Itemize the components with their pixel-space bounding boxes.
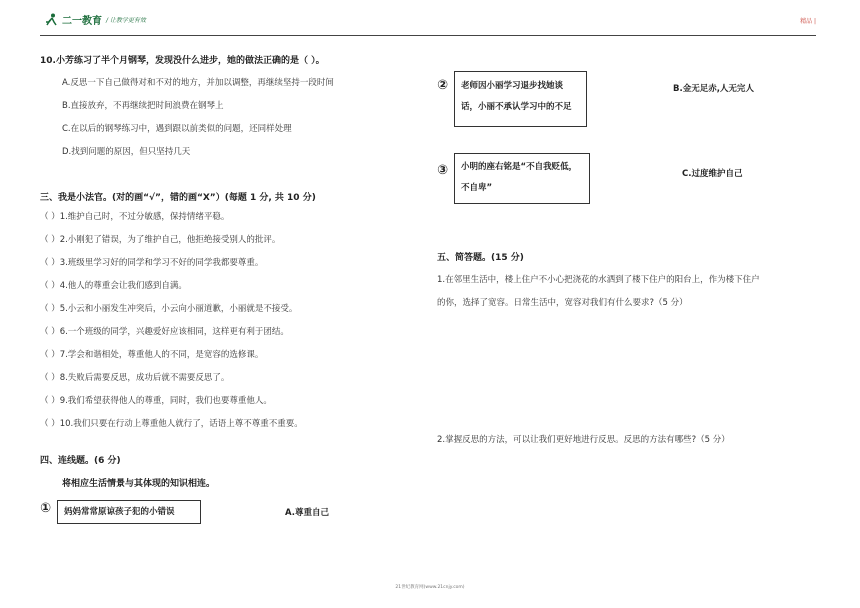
q10-option-c: C.在以后的钢琴练习中，遇到跟以前类似的问题，还同样处理 [62,124,292,134]
section3-title: 三、我是小法官。(对的画“√”，错的画“X”）(每题 1 分, 共 10 分) [40,193,316,203]
tf-item-5: （ ）5.小云和小丽发生冲突后，小云向小丽道歉，小丽就是不接受。 [40,304,298,314]
tf-item-6: （ ）6.一个班级的同学，兴趣爱好应该相同，这样更有利于团结。 [40,327,289,337]
runner-logo-icon [44,13,58,27]
tf-item-1: （ ）1.维护自己时，不过分敏感，保持情绪平稳。 [40,212,230,222]
section5-title: 五、简答题。(15 分) [437,253,524,263]
short-answer-1-line1: 1.在邻里生活中，楼上住户不小心把浇花的水洒到了楼下住户的阳台上，作为楼下住户 [437,275,760,285]
q10-option-d: D.找到问题的原因，但只坚持几天 [62,147,191,157]
header-divider [40,35,816,36]
short-answer-2: 2.掌握反思的方法，可以让我们更好地进行反思。反思的方法有哪些?（5 分） [437,435,730,445]
logo [44,12,146,27]
tf-item-7: （ ）7.学会和谐相处，尊重他人的不同，是宽容的选修课。 [40,350,264,360]
match-option-b: B.金无足赤,人无完人 [673,84,754,94]
tf-item-4: （ ）4.他人的尊重会让我们感到自满。 [40,281,187,291]
tf-item-2: （ ）2.小刚犯了错误，为了维护自己，他拒绝接受别人的批评。 [40,235,281,245]
short-answer-1-line2: 的你，选择了宽容。日常生活中，宽容对我们有什么要求?（5 分） [437,298,688,308]
tf-item-8: （ ）8.失败后需要反思，成功后就不需要反思了。 [40,373,230,383]
section4-instruction: 将相应生活情景与其体现的知识相连。 [62,479,216,489]
match-situation-2-line2: 话，小丽不承认学习中的不足 [461,102,572,112]
header-tagline: 精品 | [800,18,816,25]
match-num-2: ② [437,78,449,93]
match-situation-2-line1: 老师因小丽学习退步找她谈 [461,81,564,91]
page-footer: 21世纪教育网(www.21cnjy.com) [395,585,465,590]
match-num-3: ③ [437,163,449,178]
q10-option-a: A.反思一下自己做得对和不对的地方，并加以调整，再继续坚持一段时间 [62,78,334,88]
q10-stem: 10.小芳练习了半个月钢琴，发现没什么进步，她的做法正确的是（ ）。 [40,56,325,66]
q10-option-b: B.直接放弃，不再继续把时间浪费在钢琴上 [62,101,224,111]
tf-item-3: （ ）3.班级里学习好的同学和学习不好的同学我都要尊重。 [40,258,264,268]
match-option-a: A.尊重自己 [285,508,329,518]
match-situation-3-line2: 不自卑” [461,183,493,193]
match-option-c: C.过度维护自己 [682,169,743,179]
slogan: / 让教学更有效 [106,17,146,24]
section4-title: 四、连线题。(6 分) [40,456,121,466]
logo-text: 二一教育 [62,16,102,27]
match-num-1: ① [40,501,52,516]
tf-item-10: （ ）10.我们只要在行动上尊重他人就行了，话语上尊不尊重不重要。 [40,419,303,429]
match-situation-1: 妈妈常常原谅孩子犯的小错误 [57,500,201,524]
match-situation-3-line1: 小明的座右铭是“不自我贬低， [461,162,578,172]
tf-item-9: （ ）9.我们希望获得他人的尊重，同时，我们也要尊重他人。 [40,396,272,406]
match-situation-2 [454,71,587,127]
match-situation-3 [454,153,590,204]
